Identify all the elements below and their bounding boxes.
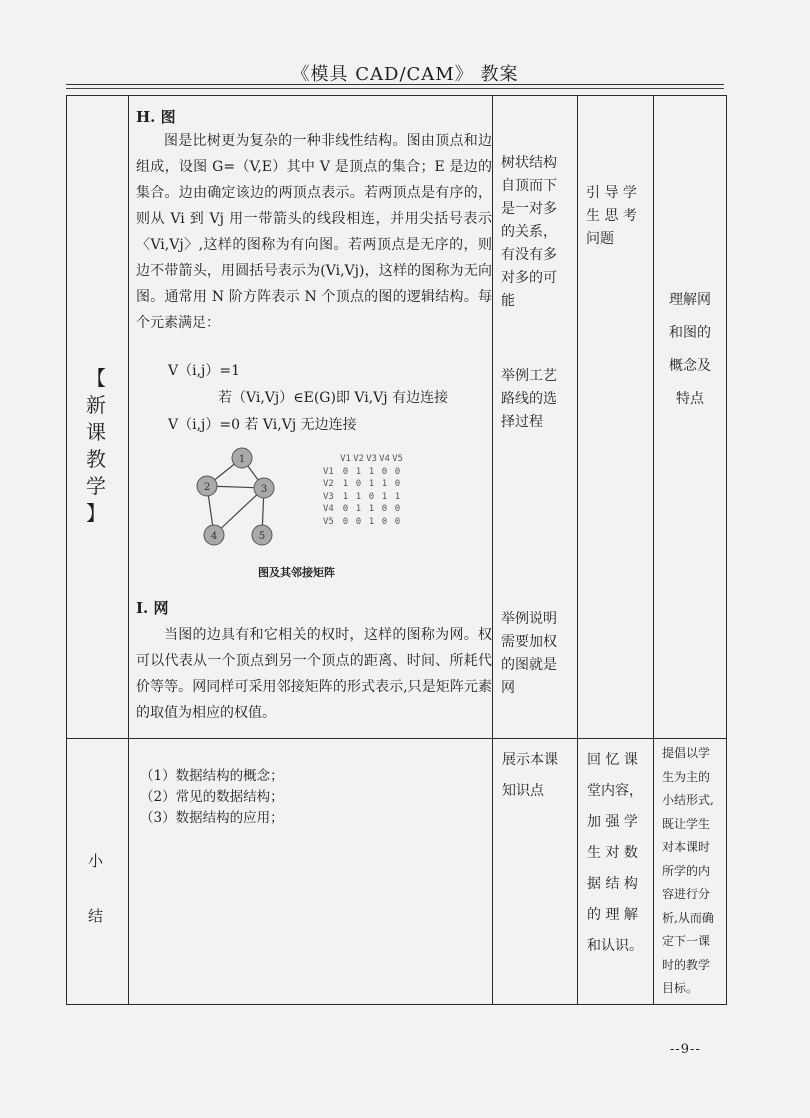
summary-list [140, 766, 284, 829]
formula-one: V（i,j）=1 [168, 363, 241, 379]
section-label-new-lesson: 【 新 课 教 学 】 [86, 366, 106, 525]
page-title: 《模具 CAD/CAM》 教案 [291, 64, 519, 85]
header-rule-thick [66, 84, 724, 85]
purpose-note-graph: 理解网 和图的 概念及 特点 [669, 292, 711, 407]
graph-heading: H. 图 [136, 108, 176, 126]
table-divider-student [653, 95, 654, 1005]
matrix-row: V2 1 0 1 1 0 [323, 479, 401, 489]
matrix-row: V4 0 1 1 0 0 [323, 504, 401, 514]
undirected-graph-diagram [185, 440, 295, 555]
graph-node-3-label: 3 [260, 484, 268, 495]
matrix-row: V3 1 1 0 1 1 [323, 491, 401, 502]
summary-item: （3）数据结构的应用； [140, 810, 284, 826]
summary-purpose-note: 提倡以学 生为主的 小结形式, 既让学生 对本课时 所学的内 容进行分 析,从而确 定下一课 时的教学 目标。 [662, 746, 714, 995]
figure-caption: 图及其邻接矩阵 [258, 566, 335, 579]
teacher-note-tree: 树状结构 自顶而下 是一对多 的关系， 有没有多 对多的可 能 [501, 155, 557, 309]
summary-student-note: 回 忆 课 堂内容， 加 强 学 生 对 数 据 结 构 的 理 解 和认识。 [587, 752, 643, 954]
table-divider-label [128, 95, 129, 1005]
adjacency-matrix [323, 453, 404, 528]
network-heading: I. 网 [136, 599, 169, 617]
graph-node-1-label: 1 [238, 454, 246, 465]
formula-one-condition: 若（Vi,Vj）∈E(G)即 Vi,Vj 有边连接 [218, 390, 449, 406]
table-border-top [66, 95, 727, 96]
student-note-guide: 引 导 学 生 思 考 问题 [586, 185, 637, 247]
summary-label-char-1: 小 [88, 852, 104, 870]
matrix-header-row: V1 V2 V3 V4 V5 [340, 454, 403, 464]
formula-zero: V（i,j）=0 若 Vi,Vj 无边连接 [168, 417, 357, 433]
graph-paragraph: 图是比树更为复杂的一种非线性结构。图由顶点和边组成，设图 G=（V,E）其中 V 是顶点的集合；E 是边的集合。边由确定该边的两顶点表示。若两顶点是有序的，则从 Vi 到 Vj 用一带箭头的线段相连，并用尖括号表示〈Vi,Vj〉,这样的图称为有向图。若两顶点是无序的，则边不带箭头，用圆括号表示为(Vi,Vj)，这样的图称为无向图。通常用 N 阶方阵表示 N 个顶点的图的逻辑结构。每个元素满足： [136, 133, 492, 331]
graph-node-4-label: 4 [210, 531, 218, 542]
page-number: --9-- [670, 1042, 701, 1057]
summary-teacher-note: 展示本课 知识点 [502, 752, 558, 799]
summary-item: （2）常见的数据结构； [140, 789, 284, 805]
table-divider-content [492, 95, 493, 1005]
teacher-note-network: 举例说明 需要加权 的图就是 网 [501, 611, 557, 696]
network-paragraph: 当图的边具有和它相关的权时，这样的图称为网。权可以代表从一个顶点到另一个顶点的距离、时间、所耗代价等等。网同样可采用邻接矩阵的形式表示,只是矩阵元素的取值为相应的权值。 [136, 627, 492, 721]
graph-node-5-label: 5 [258, 531, 266, 542]
table-border-bottom [66, 1004, 727, 1005]
summary-label-char-2: 结 [88, 907, 104, 925]
graph-node-2-label: 2 [203, 482, 211, 493]
table-divider-teacher [577, 95, 578, 1005]
table-row-divider [66, 738, 727, 739]
summary-item: （1）数据结构的概念； [140, 768, 284, 784]
matrix-row: V1 0 1 1 0 0 [323, 466, 401, 477]
teacher-note-process: 举例工艺 路线的选 择过程 [501, 368, 557, 430]
table-border-right [726, 95, 727, 1005]
table-border-left [66, 95, 67, 1005]
matrix-row: V5 0 0 1 0 0 [323, 516, 401, 527]
header-rule-thin [66, 88, 724, 89]
